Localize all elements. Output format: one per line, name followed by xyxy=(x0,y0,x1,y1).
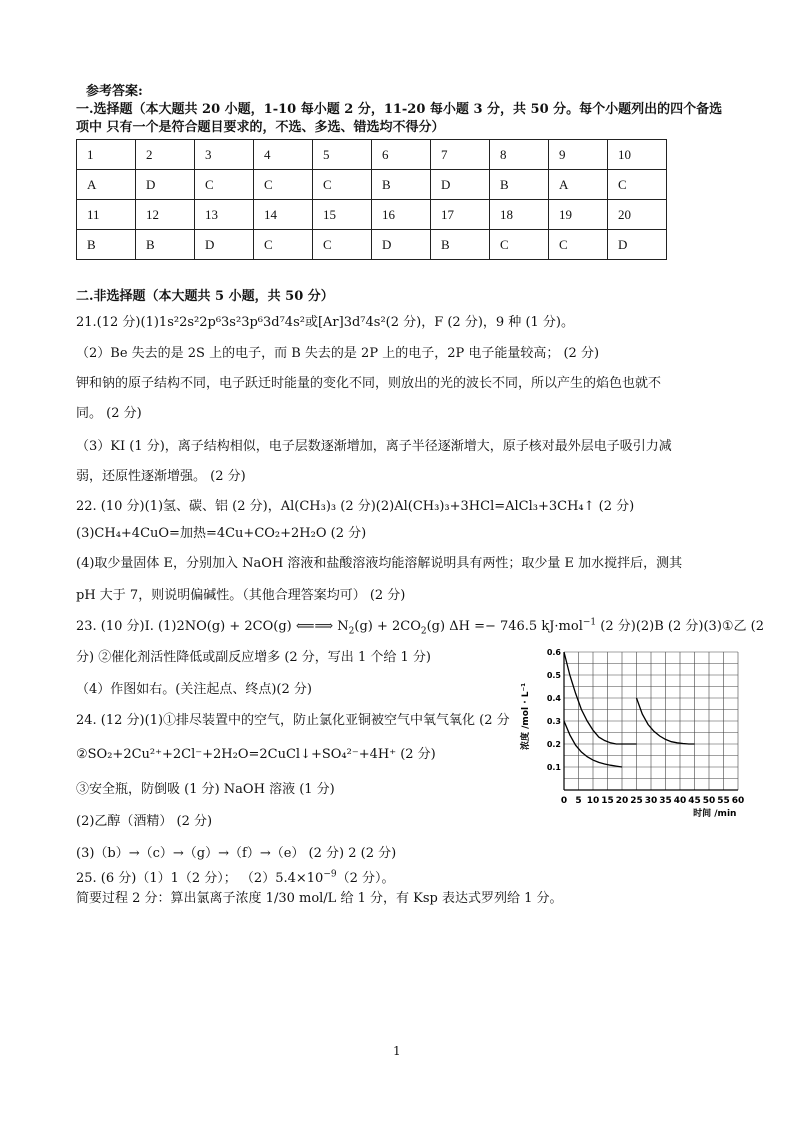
q25-line2: 简要过程 2 分：算出氯离子浓度 1/30 mol/L 给 1 分，有 Ksp 表达式罗列给 1 分。 xyxy=(76,891,563,906)
answer-cell: C xyxy=(313,170,372,200)
answer-cell: C xyxy=(549,230,608,260)
q21-line1: 21.(12 分)(1)1s²2s²2p⁶3s²3p⁶3d⁷4s²或[Ar]3d⁷4s²(2 分)，F (2 分)，9 种 (1 分)。 xyxy=(76,315,574,330)
q24-line5: (3)（b）→（c）→（g）→（f）→（e） (2 分) 2 (2 分) xyxy=(76,846,397,861)
answer-cell: C xyxy=(254,230,313,260)
x-tick-label: 50 xyxy=(702,796,716,806)
x-tick-label: 55 xyxy=(717,796,730,806)
x-tick-label: 5 xyxy=(575,796,582,806)
answer-cell: 18 xyxy=(490,200,549,230)
x-tick-label: 40 xyxy=(673,796,687,806)
section1-heading-line2: 项中 只有一个是符合题目要求的，不选、多选、错选均不得分） xyxy=(76,120,445,135)
answer-cell: B xyxy=(431,230,490,260)
section1-heading-line1: 一.选择题（本大题共 20 小题，1-10 每小题 2 分，11-20 每小题 3 分，共 50 分。每个小题列出的四个备选 xyxy=(76,102,723,117)
answer-cell: D xyxy=(372,230,431,260)
answer-cell: 3 xyxy=(195,140,254,170)
equation-q22-3: (3)CH₄+4CuO=加热=4Cu+CO₂+2H₂O xyxy=(76,526,327,541)
formula-alch3: Al(CH₃)₃ xyxy=(280,499,337,514)
answer-cell: C xyxy=(195,170,254,200)
q21-line5: （3）KI (1 分)，离子结构相似，电子层数逐渐增加，离子半径逐渐增大，原子核对最外层电子吸引力减 xyxy=(76,439,672,454)
q24-line4: (2)乙醇（酒精） (2 分) xyxy=(76,814,213,829)
answer-cell: 17 xyxy=(431,200,490,230)
q21-line3: 钾和钠的原子结构不同，电子跃迁时能量的变化不同，则放出的光的波长不同，所以产生的焰色也就不 xyxy=(76,376,662,391)
answer-row xyxy=(77,200,667,230)
answer-cell: 19 xyxy=(549,200,608,230)
q22-line3: (4)取少量固体 E，分别加入 NaOH 溶液和盐酸溶液均能溶解说明具有两性；取少量 E 加水搅拌后，测其 xyxy=(76,556,683,571)
q24-line2: ②SO₂+2Cu²⁺+2Cl⁻+2H₂O=2CuCl↓+SO₄²⁻+4H⁺ (2 分) xyxy=(76,747,436,762)
answer-cell: B xyxy=(490,170,549,200)
answer-row xyxy=(77,230,667,260)
answer-cell: D xyxy=(136,170,195,200)
x-tick-label: 20 xyxy=(615,796,629,806)
answer-cell: D xyxy=(195,230,254,260)
y-tick-label: 0.1 xyxy=(546,763,561,772)
q23-line1: 23. (10 分)I. (1)2NO(g) + 2CO(g) ⟸⟹ $N_2(g) + 2CO_2(g) \Delta H =- 746.5$ kJ·mol$^{-1}$ (2 分)(2)B (2 分)(3)①乙 (2 xyxy=(76,617,765,637)
answer-cell: C xyxy=(254,170,313,200)
electron-config: 1s²2s²2p⁶3s²3p⁶3d⁷4s²或[Ar]3d⁷4s² xyxy=(158,315,386,330)
q23-line2: 分) ②催化剂活性降低或副反应增多 (2 分，写出 1 个给 1 分) xyxy=(76,650,431,665)
answer-table xyxy=(76,139,667,260)
answer-cell: C xyxy=(608,170,667,200)
answer-cell: D xyxy=(431,170,490,200)
x-tick-label: 60 xyxy=(731,796,745,806)
q22-line1: 22. (10 分)(1)氢、碳、铝 (2 分)，Al(CH₃)₃ (2 分)(2)Al(CH₃)₃+3HCl=AlCl₃+3CH₄↑ (2 分) xyxy=(76,499,635,514)
answer-cell: A xyxy=(549,170,608,200)
answer-cell: 16 xyxy=(372,200,431,230)
y-tick-label: 0.6 xyxy=(546,648,561,657)
x-tick-label: 45 xyxy=(688,796,701,806)
answer-cell: A xyxy=(77,170,136,200)
q24-line3: ③安全瓶，防倒吸 (1 分) NaOH 溶液 (1 分) xyxy=(76,782,335,797)
answer-cell: 10 xyxy=(608,140,667,170)
answer-row xyxy=(77,140,667,170)
answer-cell: 4 xyxy=(254,140,313,170)
section2-heading: 二.非选择题（本大题共 5 小题，共 50 分） xyxy=(76,289,334,304)
answer-cell: B xyxy=(136,230,195,260)
q21-line6: 弱，还原性逐渐增强。 (2 分) xyxy=(76,469,246,484)
y-tick-label: 0.4 xyxy=(546,694,561,703)
q22-line2: (3)CH₄+4CuO=加热=4Cu+CO₂+2H₂O (2 分) xyxy=(76,526,367,541)
answer-cell: 2 xyxy=(136,140,195,170)
q24-line1: 24. (12 分)(1)①排尽装置中的空气，防止氯化亚铜被空气中氧气氧化 (2 分 xyxy=(76,713,510,728)
answer-cell: D xyxy=(608,230,667,260)
x-tick-label: 30 xyxy=(644,796,658,806)
x-axis-label: 时间 /min xyxy=(693,809,737,819)
x-tick-label: 25 xyxy=(630,796,643,806)
x-tick-label: 35 xyxy=(659,796,672,806)
answer-cell: 9 xyxy=(549,140,608,170)
q23-line3: （4）作图如右。(关注起点、终点)(2 分) xyxy=(76,682,312,697)
x-tick-label: 10 xyxy=(586,796,600,806)
answer-cell: 13 xyxy=(195,200,254,230)
answer-cell: 5 xyxy=(313,140,372,170)
answer-cell: 8 xyxy=(490,140,549,170)
page-number: 1 xyxy=(393,1044,401,1058)
answer-cell: B xyxy=(77,230,136,260)
x-tick-label: 15 xyxy=(601,796,614,806)
x-tick-label: 0 xyxy=(560,796,568,806)
equation-q22-2: Al(CH₃)₃+3HCl=AlCl₃+3CH₄↑ xyxy=(394,499,595,514)
answer-cell: C xyxy=(490,230,549,260)
answer-cell: C xyxy=(313,230,372,260)
y-tick-label: 0.5 xyxy=(546,671,561,680)
q21-line2: （2）Be 失去的是 2S 上的电子，而 B 失去的是 2P 上的电子，2P 电子能量较高； (2 分) xyxy=(76,346,600,361)
equilibrium-arrow: ⟸⟹ xyxy=(295,619,334,634)
answer-title: 参考答案: xyxy=(86,84,143,99)
answer-cell: 11 xyxy=(77,200,136,230)
answer-cell: 6 xyxy=(372,140,431,170)
answer-cell: 1 xyxy=(77,140,136,170)
q25-line1: 25. (6 分)（1）1（2 分）； $(2)5.4\times 10^{-9}(2$ 分）。 xyxy=(76,869,395,886)
q21-line4: 同。 (2 分) xyxy=(76,406,142,421)
answer-cell: B xyxy=(372,170,431,200)
y-axis-label: 浓度 /mol · L⁻¹ xyxy=(521,682,531,750)
answer-row xyxy=(77,170,667,200)
answer-cell: 7 xyxy=(431,140,490,170)
q22-line4: pH 大于 7，则说明偏碱性。（其他合理答案均可） (2 分) xyxy=(76,588,406,603)
answer-cell: 12 xyxy=(136,200,195,230)
y-tick-label: 0.2 xyxy=(546,740,561,749)
answer-cell: 15 xyxy=(313,200,372,230)
concentration-time-graph xyxy=(518,640,746,822)
answer-cell: 20 xyxy=(608,200,667,230)
y-tick-label: 0.3 xyxy=(546,717,561,726)
answer-cell: 14 xyxy=(254,200,313,230)
